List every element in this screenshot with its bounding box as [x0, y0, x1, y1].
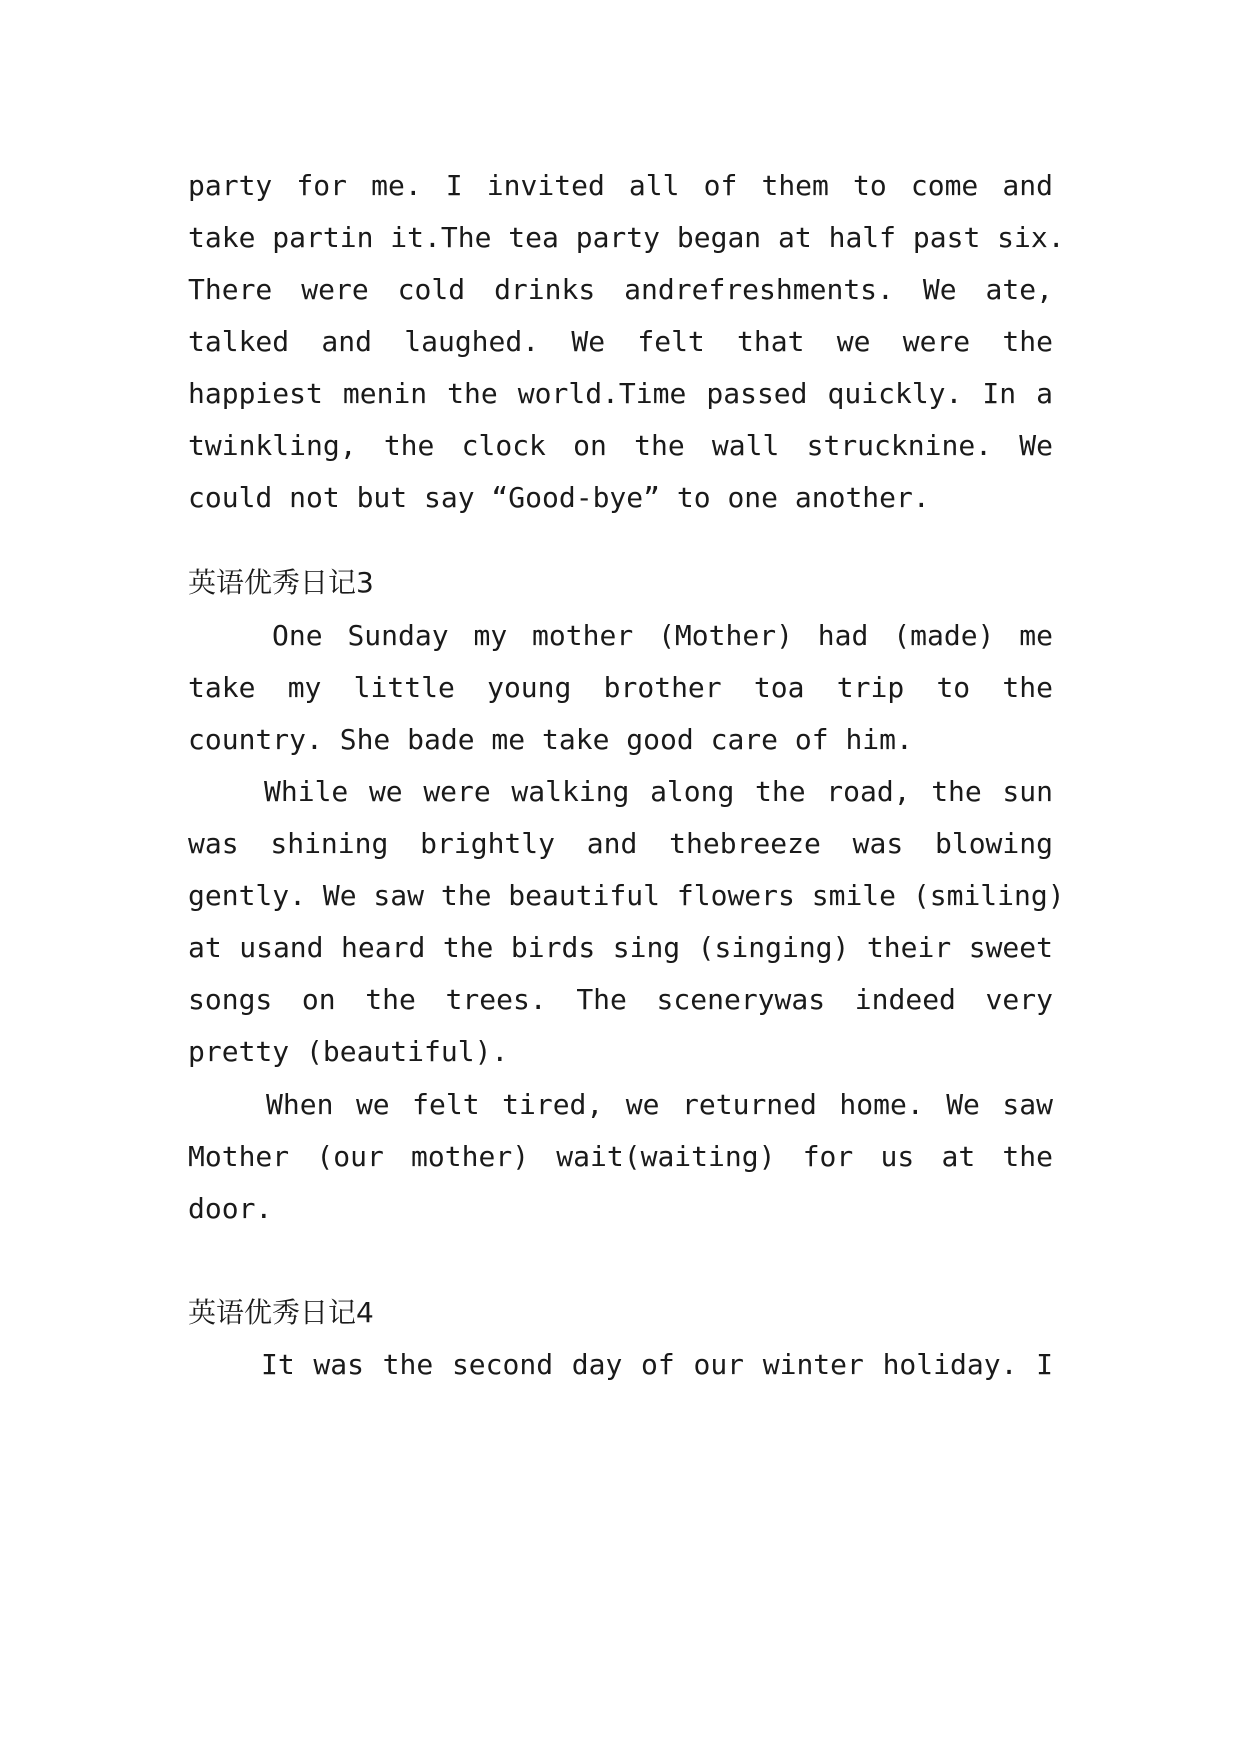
body-text-line: country. She bade me take good care of him.: [188, 723, 913, 756]
section-heading: 英语优秀日记4: [188, 1296, 374, 1329]
body-text-line: twinkling, the clock on the wall strucknine. We: [188, 429, 1053, 462]
body-text-line: pretty (beautiful).: [188, 1035, 509, 1068]
body-text-line: take partin it.The tea party began at half past six.: [188, 221, 1065, 254]
body-text-line: take my little young brother toa trip to the: [188, 671, 1053, 704]
section-heading: 英语优秀日记3: [188, 566, 374, 599]
body-text-line: There were cold drinks andrefreshments. We ate,: [188, 273, 1053, 306]
body-text-line: gently. We saw the beautiful flowers smile (smiling): [188, 879, 1065, 912]
body-text-line: While we were walking along the road, the sun: [264, 775, 1053, 808]
body-text-line: When we felt tired, we returned home. We saw: [266, 1088, 1053, 1121]
body-text-line: Mother (our mother) wait(waiting) for us at the: [188, 1140, 1053, 1173]
body-text-line: One Sunday my mother (Mother) had (made) me: [272, 619, 1053, 652]
body-text-line: at usand heard the birds sing (singing) their sweet: [188, 931, 1053, 964]
body-text-line: talked and laughed. We felt that we were the: [188, 325, 1053, 358]
body-text-line: door.: [188, 1192, 273, 1225]
body-text-line: songs on the trees. The scenerywas indeed very: [188, 983, 1053, 1016]
body-text-line: could not but say “Good-bye” to one another.: [188, 481, 930, 514]
body-text-line: happiest menin the world.Time passed quickly. In a: [188, 377, 1053, 410]
body-text-line: party for me. I invited all of them to come and: [188, 169, 1053, 202]
body-text-line: It was the second day of our winter holiday. I: [261, 1348, 1053, 1381]
body-text-line: was shining brightly and thebreeze was blowing: [188, 827, 1053, 860]
